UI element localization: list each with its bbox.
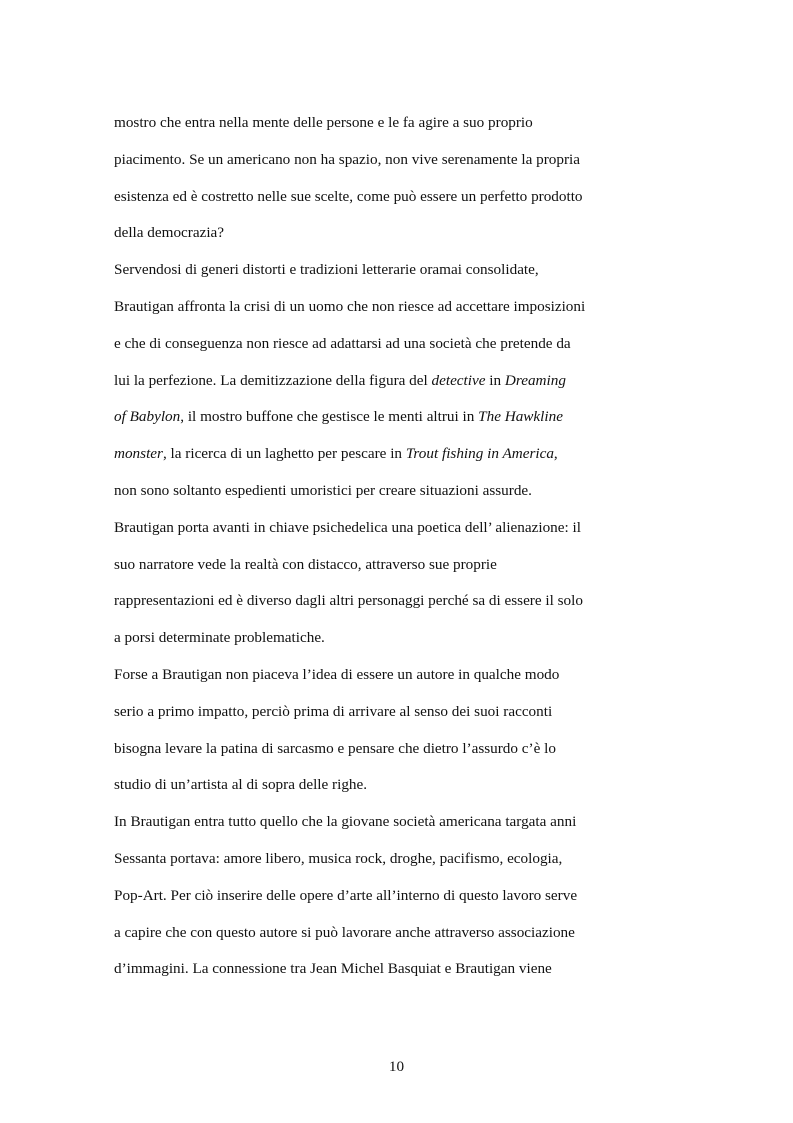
text-line: a capire che con questo autore si può lavorare anche attraverso associazione [114,923,575,941]
text-line: e che di conseguenza non riesce ad adattarsi ad una società che pretende da [114,334,571,352]
text-line: piacimento. Se un americano non ha spazio, non vive serenamente la propria [114,150,581,168]
italic-title: of Babylon [114,408,181,426]
italic-title: Trout fishing in America [405,445,554,463]
text-line: monster, la ricerca di un laghetto per pescare in Trout fishing in America, [114,445,558,463]
italic-title: monster [114,445,163,463]
text-line: In Brautigan entra tutto quello che la giovane società americana targata anni [114,813,577,831]
text-line: of Babylon, il mostro buffone che gestisce le menti altrui in The Hawkline [114,408,563,426]
text-line: rappresentazioni ed è diverso dagli altri personaggi perché sa di essere il solo [114,592,583,610]
text-line: Sessanta portava: amore libero, musica rock, droghe, pacifismo, ecologia, [114,849,563,867]
text-line: Servendosi di generi distorti e tradizioni letterarie oramai consolidate, [114,261,539,279]
text-line: della democrazia? [114,224,225,242]
text-line: non sono soltanto espedienti umoristici per creare situazioni assurde. [114,481,532,499]
text-line: Forse a Brautigan non piaceva l’idea di essere un autore in qualche modo [114,665,560,683]
text-line: suo narratore vede la realtà con distacco, attraverso sue proprie [114,555,497,573]
text-line: d’immagini. La connessione tra Jean Michel Basquiat e Brautigan viene [114,960,552,978]
text-line: mostro che entra nella mente delle persone e le fa agire a suo proprio [114,114,533,131]
text-line: bisogna levare la patina di sarcasmo e pensare che dietro l’assurdo c’è lo [114,739,556,757]
body-text [114,111,634,994]
text-line: serio a primo impatto, perciò prima di arrivare al senso dei suoi racconti [114,702,553,720]
text-line: esistenza ed è costretto nelle sue scelte, come può essere un perfetto prodotto [114,187,583,205]
text-line: Pop-Art. Per ciò inserire delle opere d’arte all’interno di questo lavoro serve [114,886,578,904]
italic-title: The Hawkline [478,408,563,426]
text-line: Brautigan porta avanti in chiave psichedelica una poetica dell’ alienazione: il [114,518,581,536]
text-line: lui la perfezione. La demitizzazione della figura del detective in Dreaming [114,371,566,389]
page-number: 10 [388,1058,405,1075]
italic-title: Dreaming [504,371,566,389]
text-line: a porsi determinate problematiche. [114,629,325,647]
text-line: Brautigan affronta la crisi di un uomo che non riesce ad accettare imposizioni [114,297,586,315]
text-line: studio di un’artista al di sopra delle righe. [114,776,368,794]
italic-term: detective [431,371,486,389]
